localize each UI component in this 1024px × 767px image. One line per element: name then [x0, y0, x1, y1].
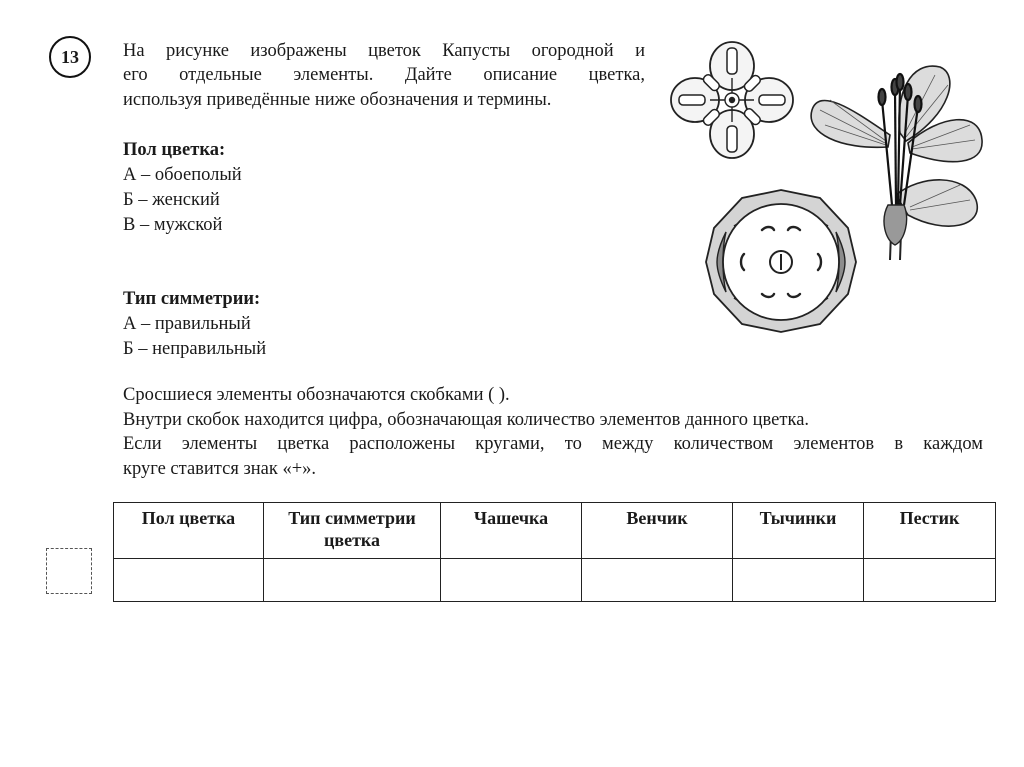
notation-notes [123, 383, 983, 481]
answer-cell-pistil[interactable] [864, 559, 996, 602]
score-box[interactable] [46, 548, 92, 594]
answer-table [113, 502, 996, 602]
question-intro-line-1: На рисунке изображены цветок Капусты огородной и [123, 41, 645, 61]
answer-cell-stamens[interactable] [733, 559, 864, 602]
answer-cell-calyx[interactable] [441, 559, 582, 602]
answer-table-header-row [114, 503, 996, 559]
flower-sex-option-a: А – обоеполый [123, 165, 242, 185]
symmetry-option-a: А – правильный [123, 314, 251, 334]
notes-line-4: круге ставится знак «+». [123, 458, 317, 479]
header-flower-sex: Пол цветка [114, 503, 264, 559]
notes-line-1: Сросшиеся элементы обозначаются скобками ( ). [123, 385, 510, 405]
flower-top-view-illustration [667, 38, 797, 162]
header-symmetry-type: Тип симметрии цветка [264, 503, 441, 559]
answer-cell-corolla[interactable] [582, 559, 733, 602]
flower-sex-option-c: В – мужской [123, 215, 223, 235]
flower-sex-heading: Пол цветка: [123, 140, 226, 160]
flower-sex-block [123, 138, 242, 238]
symmetry-option-b: Б – неправильный [123, 339, 267, 359]
notes-line-2: Внутри скобок находится цифра, обозначающая количество элементов данного цветка. [123, 409, 810, 430]
header-pistil: Пестик [864, 503, 996, 559]
header-stamens: Тычинки [733, 503, 864, 559]
flower-sex-option-b: Б – женский [123, 190, 220, 210]
answer-table-row [114, 559, 996, 602]
question-intro-line-2: его отдельные элементы. Дайте описание цветка, [123, 65, 645, 85]
answer-cell-symmetry-type[interactable] [264, 559, 441, 602]
header-corolla: Венчик [582, 503, 733, 559]
symmetry-heading: Тип симметрии: [123, 289, 261, 309]
question-number: 13 [49, 36, 91, 78]
floral-diagram-illustration [700, 186, 862, 336]
question-intro-line-3: используя приведённые ниже обозначения и термины. [123, 90, 552, 110]
notes-line-3: Если элементы цветка расположены кругами, то между количеством элементов в каждом [123, 434, 983, 454]
header-calyx: Чашечка [441, 503, 582, 559]
answer-cell-flower-sex[interactable] [114, 559, 264, 602]
symmetry-block [123, 287, 266, 362]
